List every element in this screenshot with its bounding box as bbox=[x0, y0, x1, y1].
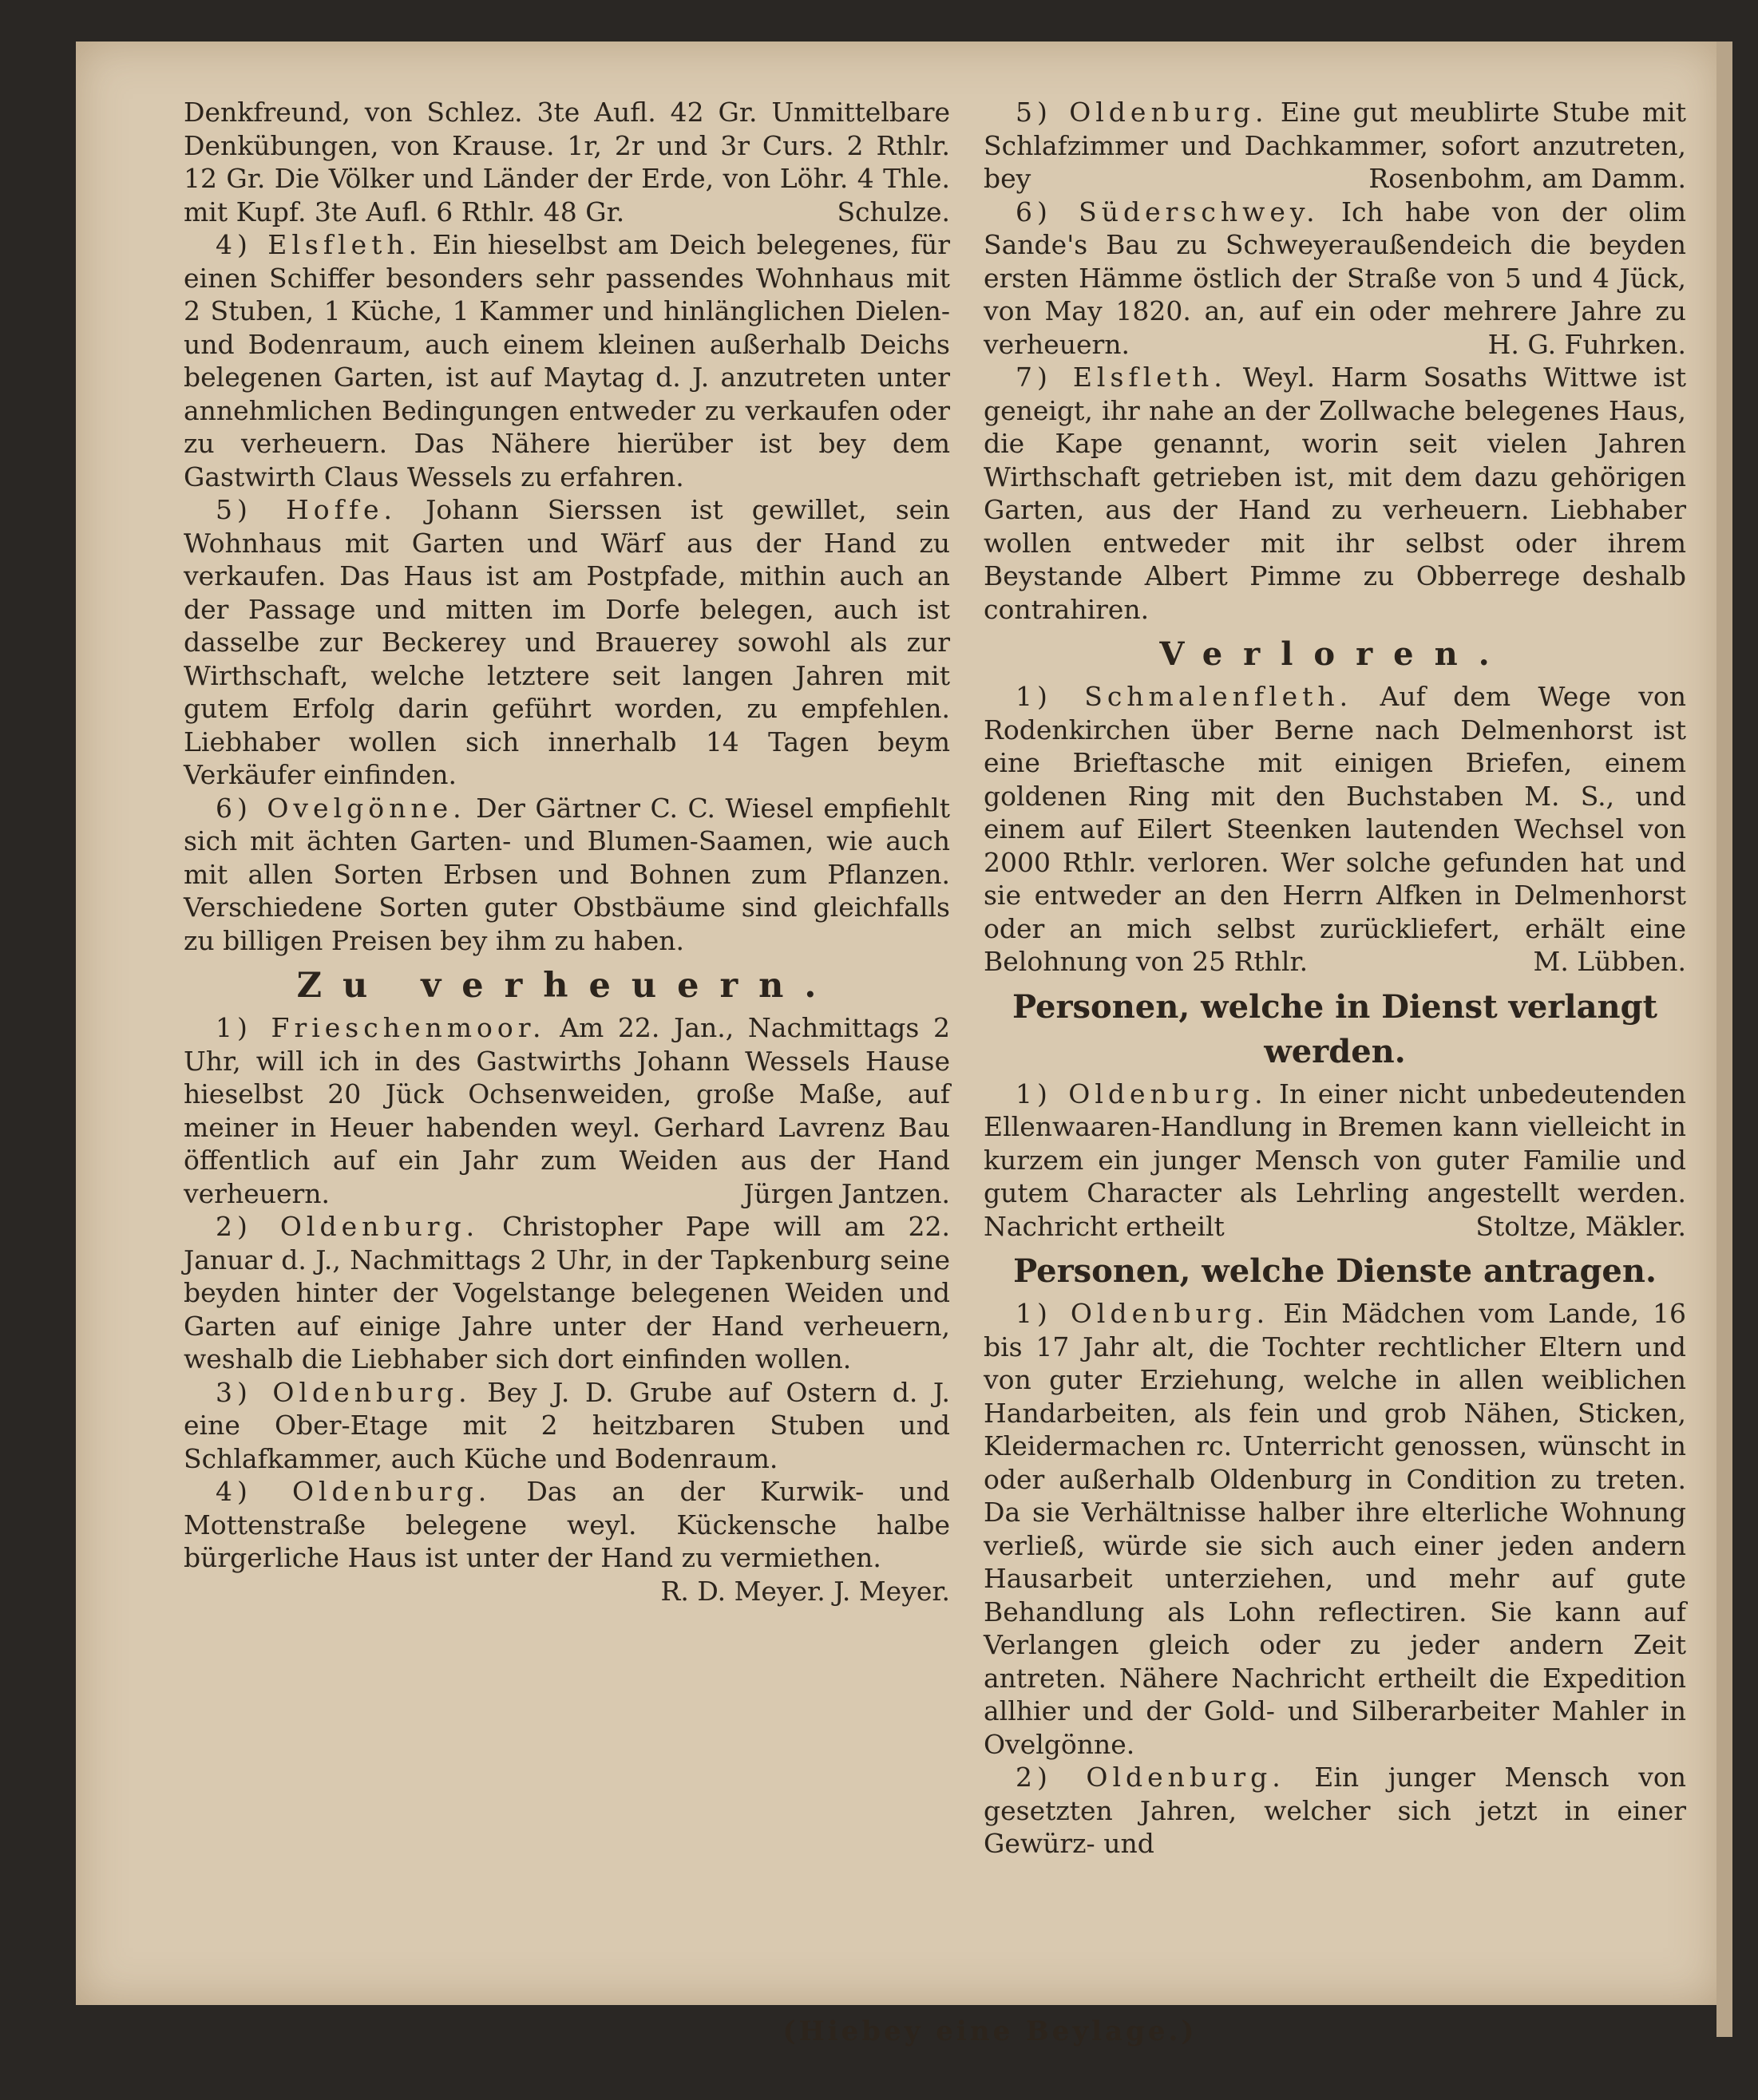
page-edge bbox=[1716, 42, 1732, 2037]
section-heading-dienst-verlangt: Personen, welche in Dienst verlangt werden. bbox=[1012, 987, 1658, 1070]
signature-luebben: M. Lübben. bbox=[1533, 946, 1686, 977]
notice-elsfleth-sale: 4) Elsfleth. Ein hieselbst am Deich belegenes, für einen Schiffer besonders sehr passendes Wohnhaus mit 2 Stuben, 1 Küche, 1 Kammer und hinlänglichen Dielen- und Bodenraum, auch einem kleinen außerhalb Deichs belegenen Garten, ist auf Maytag d. J. anzutreten unter annehmlichen Bedingungen entweder zu verkaufen oder zu verheuern. Das Nähere hierüber ist bey dem Gastwirth Claus Wessels zu erfahren. bbox=[184, 229, 950, 492]
section-heading-verloren: Verloren. bbox=[1159, 635, 1511, 673]
book-list-paragraph: Denkfreund, von Schlez. 3te Aufl. 42 Gr. Unmittelbare Denkübungen, von Krause. 1r, 2r und 3r Curs. 2 Rthlr. 12 Gr. Die Völker und Länder der Erde, von Löhr. 4 Thle. mit Kupf. 3te Aufl. 6 Rthlr. 48 Gr. Schulze. bbox=[184, 97, 950, 227]
signature-jantzen: Jürgen Jantzen. bbox=[743, 1177, 950, 1209]
notice-oldenburg-young-man: 2) Oldenburg. Ein junger Mensch von gesetzten Jahren, welcher sich jetzt in einer Gewürz- und bbox=[984, 1762, 1686, 1859]
notice-oldenburg-grube: 3) Oldenburg. Bey J. D. Grube auf Ostern d. J. eine Ober-Etage mit 2 heitzbaren Stuben und Schlafkammer, auch Küche und Bodenraum. bbox=[184, 1376, 950, 1474]
right-column bbox=[984, 96, 1686, 1861]
signature-fuhrken: H. G. Fuhrken. bbox=[1487, 328, 1686, 360]
notice-oldenburg-rosenbohm: 5) Oldenburg. Eine gut meublirte Stube mit Schlafzimmer und Dachkammer, sofort anzutreten, bey Rosenbohm, am Damm. bbox=[984, 97, 1686, 194]
notice-oldenburg-pape: 2) Oldenburg. Christopher Pape will am 22. Januar d. J., Nachmittags 2 Uhr, in der Tapkenburg seine beyden hinter der Vogelstange belegenen Weiden und Garten auf einige Jahre unter der Hand verheuern, weshalb die Liebhaber sich dort einfinden wollen. bbox=[184, 1211, 950, 1374]
section-heading-zu-verheuern: Zu verheuern. bbox=[296, 966, 837, 1006]
signature-stoltze: Stoltze, Mäkler. bbox=[1475, 1210, 1686, 1242]
left-column bbox=[184, 96, 950, 1608]
notice-hoffe-sale: 5) Hoffe. Johann Sierssen ist gewillet, sein Wohnhaus mit Garten und Wärf aus der Hand zu verkaufen. Das Haus ist am Postpfade, mithin auch an der Passage und mitten im Dorfe belegen, auch ist dasselbe zur Beckerey und Brauerey sowohl als zur Wirthschaft, welche letztere seit langen Jahren mit gutem Erfolg darin geführt worden, zu empfehlen. Liebhaber wollen sich innerhalb 14 Tagen beym Verkäufer einfinden. bbox=[184, 494, 950, 790]
notice-oldenburg-kurwik: 4) Oldenburg. Das an der Kurwik- und Mottenstraße belegene weyl. Kückensche halbe bürgerliche Haus ist unter der Hand zu vermiethen. R. D. Meyer. J. Meyer. bbox=[184, 1476, 950, 1607]
notice-oldenburg-maid: 1) Oldenburg. Ein Mädchen vom Lande, 16 bis 17 Jahr alt, die Tochter rechtlicher Eltern und von guter Erziehung, welche in allen weiblichen Handarbeiten, als fein und grob Nähen, Sticken, Kleidermachen rc. Unterricht genossen, wünscht in oder außerhalb Oldenburg in Condition zu treten. Da sie Verhältnisse halber ihre elterliche Wohnung verließ, würde sie sich auch einer jeden andern Hausarbeit unterziehen, und mehr auf gute Behandlung als Lohn reflectiren. Sie kann auf Verlangen gleich oder zu jeder andern Zeit antreten. Nähere Nachricht ertheilt die Expedition allhier und der Gold- und Silberarbeiter Mahler in Ovelgönne. bbox=[984, 1298, 1686, 1760]
notice-suederschwey: 6) Süderschwey. Ich habe von der olim Sande's Bau zu Schweyeraußendeich die beyden ersten Hämme östlich der Straße von 5 und 4 Jück, von May 1820. an, auf ein oder mehrere Jahre zu verheuern. H. G. Fuhrken. bbox=[984, 196, 1686, 360]
signature-rosenbohm: Rosenbohm, am Damm. bbox=[1368, 163, 1686, 194]
signature-meyer: R. D. Meyer. J. Meyer. bbox=[660, 1575, 950, 1607]
notice-elsfleth-sosath: 7) Elsfleth. Weyl. Harm Sosaths Wittwe ist geneigt, ihr nahe an der Zollwache belegenes Haus, die Kape genannt, worin seit vielen Jahren Wirthschaft getrieben ist, mit dem dazu gehörigen Garten, aus der Hand zu verheuern. Liebhaber wollen entweder mit ihr selbst oder ihrem Beystande Albert Pimme zu Obberrege deshalb contrahiren. bbox=[984, 362, 1686, 625]
notice-oldenburg-apprentice: 1) Oldenburg. In einer nicht unbedeutenden Ellenwaaren-Handlung in Bremen kann vielleicht in kurzem ein junger Mensch von guter Familie und gutem Character als Lehrling angestellt werden. Nachricht ertheilt Stoltze, Mäkler. bbox=[984, 1078, 1686, 1242]
supplement-note: (Hiebey eine Beylage.) bbox=[782, 2015, 1198, 2047]
section-heading-dienste-antragen: Personen, welche Dienste antragen. bbox=[1013, 1252, 1657, 1290]
notice-frieschenmoor-lease: 1) Frieschenmoor. Am 22. Jan., Nachmittags 2 Uhr, will ich in des Gastwirths Johann Wessels Hause hieselbst 20 Jück Ochsenweiden, große Maße, auf meiner in Heuer habenden weyl. Gerhard Lavrenz Bau öffentlich auf ein Jahr zum Weiden aus der Hand verheuern. Jürgen Jantzen. bbox=[184, 1012, 950, 1209]
notice-schmalenfleth-lost: 1) Schmalenfleth. Auf dem Wege von Rodenkirchen über Berne nach Delmenhorst ist eine Brieftasche mit einigen Briefen, einem goldenen Ring mit den Buchstaben M. S., und einem auf Eilert Steenken lautenden Wechsel von 2000 Rthlr. verloren. Wer solche gefunden hat und sie entweder an den Herrn Alfken in Delmenhorst oder an mich selbst zurückliefert, erhält eine Belohnung von 25 Rthlr. M. Lübben. bbox=[984, 681, 1686, 977]
notice-ovelgoenne-gardener: 6) Ovelgönne. Der Gärtner C. C. Wiesel empfiehlt sich mit ächten Garten- und Blumen-Saamen, wie auch mit allen Sorten Erbsen und Bohnen zum Pflanzen. Verschiedene Sorten guter Obstbäume sind gleichfalls zu billigen Preisen bey ihm zu haben. bbox=[184, 792, 950, 956]
signature-schulze: Schulze. bbox=[837, 196, 950, 227]
